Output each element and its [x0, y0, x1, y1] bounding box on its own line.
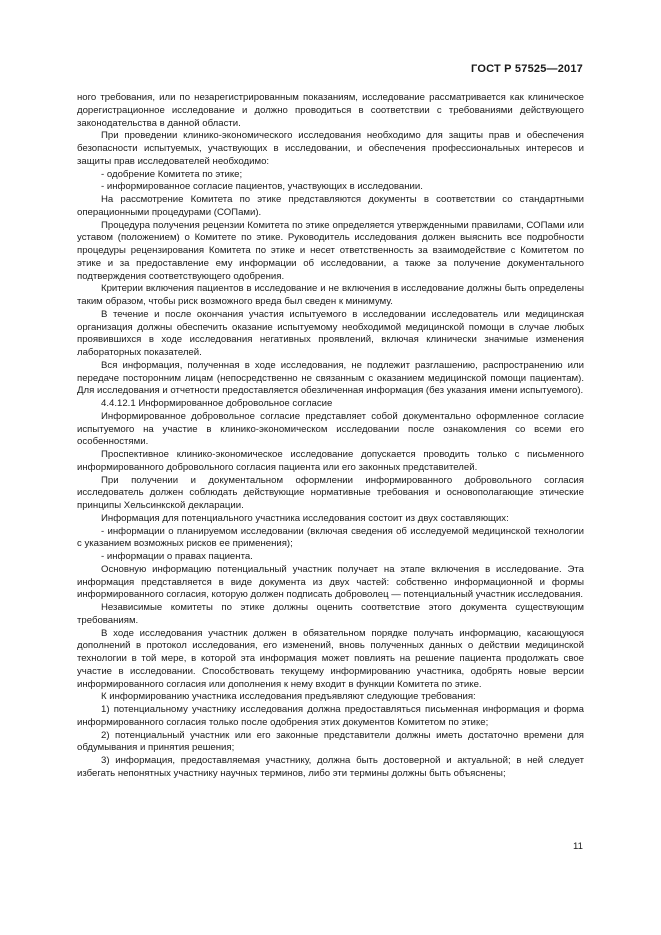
paragraph: Проспективное клинико-экономическое исследование допускается проводить только с письменного информированного добровольного согласия пациента или его законных представителей. [77, 449, 584, 473]
list-item: - информированное согласие пациентов, участвующих в исследовании. [101, 181, 423, 193]
list-item: 1) потенциальному участнику исследования должна предоставляться письменная информация и форма информированного согласия только после одобрения этих документов Комитетом по этике; [77, 704, 584, 728]
document-body [77, 92, 584, 781]
list-item: - информации о планируемом исследовании (включая сведения об исследуемой медицинской технологии с указанием возможных рисков ее применения); [77, 525, 584, 550]
paragraph: Критерии включения пациентов в исследование и не включения в исследование должны быть определены таким образом, чтобы риск возможного вреда был сведен к минимуму. [77, 283, 584, 307]
paragraph: Основную информацию потенциальный участник получает на этапе включения в исследование. Эта информация представляется в виде документа из двух частей: собственно информационной и формы информированного согласия, которую должен подписать доброволец — потенциальный участник исследования. [77, 563, 584, 601]
section-heading: 4.4.12.1 Информированное добровольное согласие [101, 398, 333, 409]
list-item: 2) потенциальный участник или его законные представители должны иметь достаточно времени для обдумывания и принятия решения; [77, 729, 584, 754]
paragraph: При получении и документальном оформлении информированного добровольного согласия исследователь должен соблюдать действующие нормативные требования и основополагающие этические принципы Хельсинкской декларации. [77, 474, 584, 511]
paragraph: Независимые комитеты по этике должны оценить соответствие этого документа существующим требованиям. [77, 602, 584, 626]
document-header: ГОСТ Р 57525—2017 [471, 63, 583, 75]
paragraph: Вся информация, полученная в ходе исследования, не подлежит разглашению, распространению или передаче посторонним лицам (непосредственно не связанным с оказанием медицинской помощи пациентам). Для исследования и отчетности предоставляется обезличенная информация (без указания имени испытуемого). [77, 359, 584, 397]
paragraph: В ходе исследования участник должен в обязательном порядке получать информацию, касающуюся дополнений в протокол исследования, его изменений, вновь полученных данных о действии медицинской технологии в той мере, в которой эта информация может повлиять на решение пациента продолжать свое участие в исследовании. Способствовать текущему информированию участника, одобрять новые версии информированного согласия или дополнения к нему входит в функции Комитета по этике. [77, 627, 584, 690]
list-item: 3) информация, предоставляемая участнику, должна быть достоверной и актуальной; в ней следует избегать непонятных участнику научных терминов, либо эти термины должны быть объяснены; [77, 755, 584, 779]
paragraph: В течение и после окончания участия испытуемого в исследовании исследователь или медицинская организация должны обеспечить оказание испытуемому необходимой медицинской помощи в случае любых проявившихся в ходе исследования негативных проявлений, включая клинически значимые изменения лабораторных показателей. [77, 308, 584, 358]
paragraph: Информация для потенциального участника исследования состоит из двух составляющих: [101, 512, 509, 524]
paragraph: К информированию участника исследования предъявляют следующие требования: [101, 691, 476, 703]
paragraph: При проведении клинико-экономического исследования необходимо для защиты прав и обеспечения безопасности испытуемых, участвующих в исследовании, и обеспечения профессиональных интересов и защиты прав исследователей необходимо: [77, 130, 584, 167]
paragraph: Процедура получения рецензии Комитета по этике определяется утвержденными правилами, СОПами или уставом (положением) о Комитете по этике. Руководитель исследования должен выяснить все подробности процедуры рецензирования Комитета по этике и несет ответственность за взаимодействие с Комитетом по этике и за предоставление ему информации об исследовании, а также за получение документального подтверждения соответствующего одобрения. [77, 219, 584, 282]
list-item: - информации о правах пациента. [101, 551, 253, 562]
paragraph: На рассмотрение Комитета по этике представляются документы в соответствии со стандартными операционными процедурами (СОПами). [77, 194, 584, 218]
paragraph: ного требования, или по незарегистрированным показаниям, исследование рассматривается как клиническое дорегистрационное исследование и должно проводиться в соответствии с требованиями действующего законодательства в данной области. [77, 92, 584, 129]
page-number: 11 [573, 841, 583, 852]
paragraph: Информированное добровольное согласие представляет собой документально оформленное согласие испытуемого на участие в клинико-экономическом исследовании после ознакомления со всеми его особенностями. [77, 410, 584, 448]
list-item: - одобрение Комитета по этике; [101, 168, 243, 180]
